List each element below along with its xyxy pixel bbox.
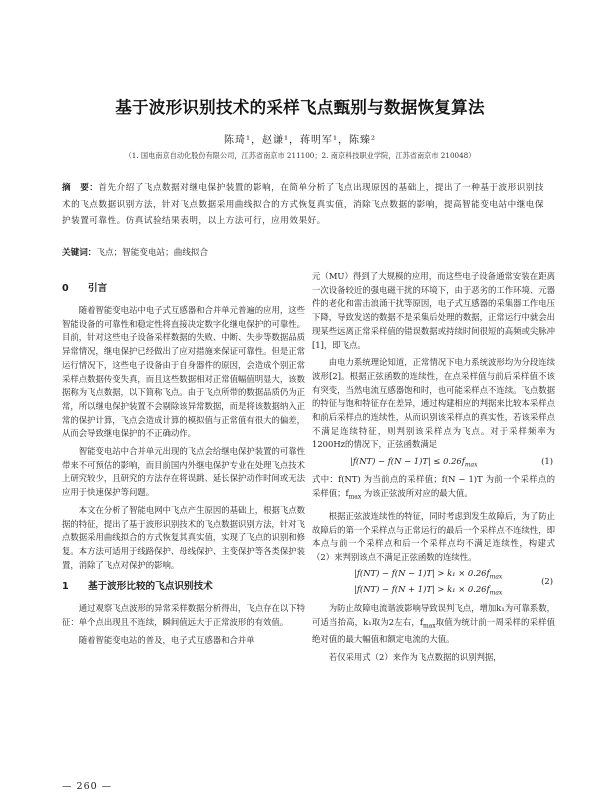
paragraph: 通过观察飞点波形的异常采样数据分析得出，飞点存在以下特征：单个点出现且不连续，瞬间值远大于正常波形的有效值。 [62,603,305,628]
equation-2-line-1 [312,567,555,584]
section-title: 基于波形比较的飞点识别技术 [88,581,213,593]
subscript: max [422,622,436,630]
keywords [62,246,544,260]
paragraph: 随着智能变电站中电子式互感器和合并单元普遍的应用，这些智能设备的可靠性和稳定性将直接决定数字化继电保护的可靠性。目前，针对这些电子设备采样数据的失败、中断、失步等数据品质异常情况，继电保护已经做出了应对措施来保证可靠性。但是正常运行情况下，这些电子设备由于自身器件的原因，会造成个别正常采样点数据传变失真，而且这些数据相对正常值幅值明显大，该数据称为飞点数据，以下简称飞点。由于飞点所带的数据品质仍为正常，所以继电保护装置不会剔除该异常数据，而是将该数据纳入正常的保护计算，飞点会造成计算的模拟值与正常值有很大的偏差，从而会导致继电保护的不正确动作。 [62,305,305,439]
paragraph: 本文在分析了智能电网中飞点产生原因的基础上，根据飞点数据的特征，提出了基于波形识别技术的飞点数据识别方法，针对飞点数据采用曲线拟合的方式恢复其真实值，实现了飞点的识别和修复。本方法可适用于线路保护、母线保护、主变保护等各类保护装置，消除了飞点对保护的影响。 [62,504,305,570]
page-number: — 260 — [62,781,113,792]
paragraph: 智能变电站中合并单元出现的飞点会给继电保护装置的可靠性带来不可预估的影响，而目前国内外继电保护专业在处理飞点技术上研究较少，且研究的方法存在将误跳、延长保护动作时间或无法应用于快速保护等问题。 [62,446,305,498]
abstract-label: 摘 要： [62,183,99,193]
affiliation: （1. 国电南京自动化股份有限公司，江苏省南京市 211100；2. 南京科技职业学院，江苏省南京市 210048） [124,151,476,160]
paper-title: 基于波形识别技术的采样飞点甄别与数据恢复算法 [115,98,485,117]
paragraph [312,602,555,647]
paragraph: 随着智能变电站的普及，电子式互感器和合并单 [78,634,255,645]
equation-2-subscript: max [489,573,503,581]
equation-1 [312,454,555,473]
paragraph: 根据正弦波连续性的特征，同时考虑到发生故障后，为了防止故障后的第一个采样点与正常运行的最后一个采样点不连续性，即本点与前一个采样点和后一个采样点均不满足连续性，构建式（2）来判别该点不满足正弦函数的连续性。 [312,510,555,562]
equation-1-body: |f(NT) − f(N − 1)T| ≤ 0.26f [350,456,465,467]
abstract [62,180,544,230]
subscript: max [348,493,362,501]
section-number: 0 [62,283,69,294]
authors: 陈琦¹，赵谦¹，蒋明军¹，陈臻² [223,135,377,146]
keywords-text: 飞点；智能变电站；曲线拟合 [96,248,209,258]
equation-1-subscript: max [464,461,478,469]
paragraph-text: 取值为统计前一周采样的采样值绝对值的最大幅值和额定电流的大值。 [312,616,555,645]
paragraph-text: 为防止故障电流谐波影响导致误判飞点，增加k₁为可靠系数，可适当抬高，k₁取为2左右，f [312,603,555,627]
section-number: 1 [62,581,69,593]
paragraph-text: 为该正弦波所对应的最大值。 [361,487,473,498]
equation-2-subscript: max [489,590,503,598]
equation-1-number: (1) [541,456,553,467]
section-heading-intro [62,282,305,296]
equation-2-line-2-body: |f(NT) − f(N + 1)T| > k₁ × 0.26f [354,584,490,595]
equation-2 [312,567,555,600]
right-column [312,270,555,665]
equation-2-number: (2) [541,575,553,586]
section-title: 引言 [88,283,108,294]
paragraph [312,473,555,504]
keywords-label: 关键词： [62,248,97,258]
paragraph: 元（MU）得到了大规模的应用，而这些电子设备通常安装在距离一次设备较近的强电磁干扰的环境下，由于恶劣的工作环境、元器件的老化和雷击浪涌干扰等原因，电子式互感器的采集器工作电压下降，导致发送的数据不是采集后处理的数据，正常运行中就会出现某些远离正常采样值的错误数据或持续时间很短的高频或尖脉冲[1]，即飞点。 [312,271,555,350]
paragraph-text: 式中：f(NT) 为当前点的采样值；f(N − 1)T 为前一个采样点的采样值；f [312,473,555,498]
left-column [62,282,305,647]
equation-2-line-2 [312,583,555,600]
equation-2-line-1-body: |f(NT) − f(N − 1)T| > k₁ × 0.26f [354,567,490,578]
paragraph: 由电力系统理论知道，正常情况下电力系统波形均为分段连续波形[2]。根据正弦函数的连续性，在点采样值与前后采样值不该有突变，当然电流互感器饱和时，也可能采样点不连续。飞点数据的特征与饱和特征存在差异，通过构建相应的判据来比较本采样点和前后采样点的连续性，从而识别该采样点的真实性，若该采样点不满足连续特征，则判别该采样点为飞点。对于采样频率为1200Hz的情况下，正弦函数满足 [312,357,555,450]
abstract-text: 首先介绍了飞点数据对继电保护装置的影响，在简单分析了飞点出现原因的基础上，提出了一种基于波形识别技术的飞点数据识别方法，针对飞点数据采用曲线拟合的方式恢复真实值，消除飞点数据的影响，提高智能变电站中继电保护装置可靠性。仿真试验结果表明，以上方法可行，应用效果好。 [62,183,544,226]
paragraph: 若仅采用式（2）来作为飞点数据的识别判据， [328,651,502,662]
section-heading-1 [62,580,305,594]
